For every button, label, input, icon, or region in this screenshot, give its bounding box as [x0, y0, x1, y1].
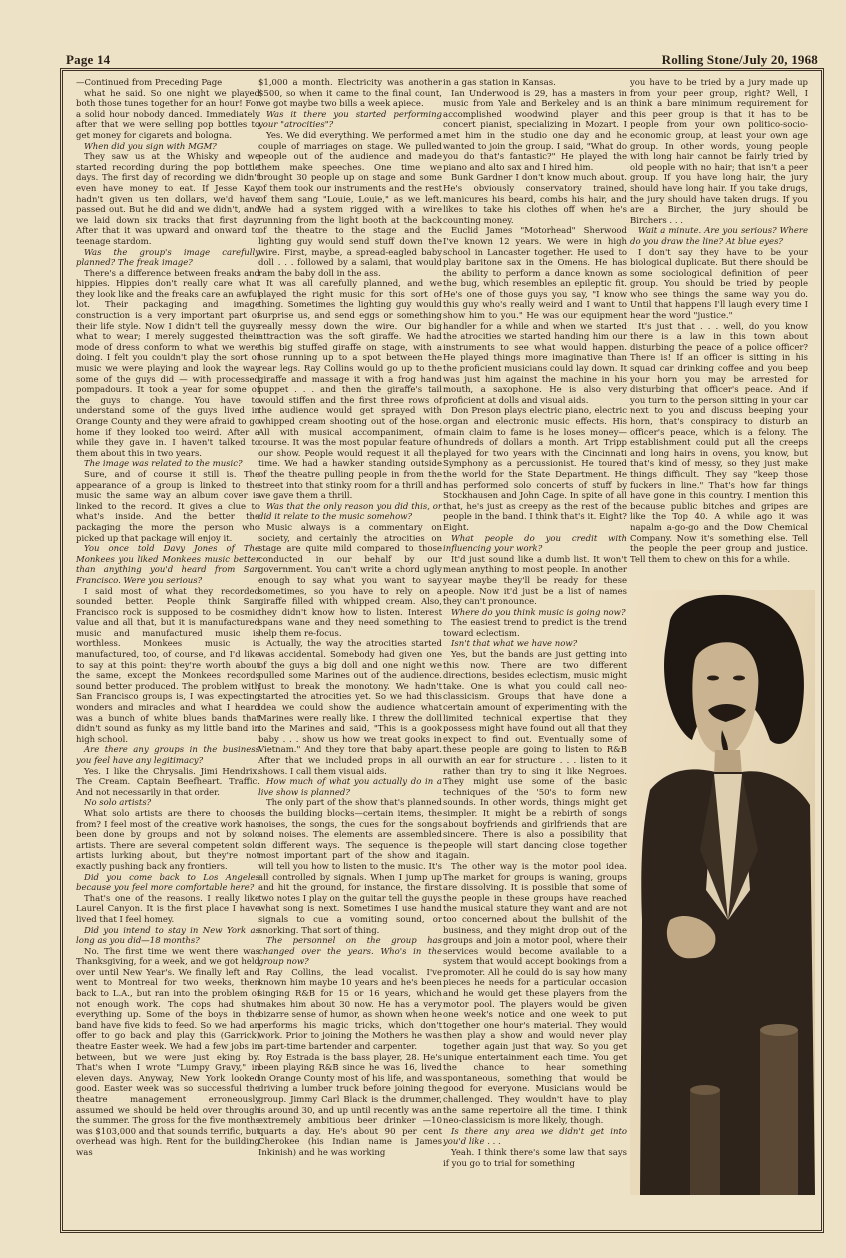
- interview-paragraph: No. The first time we went there was Thanksgiving, for a week, and we got held over until New Year's. We finally left and went to Montreal for two weeks, then back to L.A., but ran into the problem of not enough work. The cops had shut everything up. Some of the boys in the band have five kids to feed. So we had an offer to go back and play this (Garrick) theatre Easter week. We had a few jobs in between, but we were just eking by. That's when I wrote "Lumpy Gravy," in eleven days. Anyway, New York looked good. Easter week was so successful the theatre management erroneously assumed we should be held over through the summer. The gross for the five months was $103,000 and that sounds terrific, but overhead was high. Rent for the building was: [76, 946, 260, 1158]
- interview-question: Was the group's image carefully planned? The freak image?: [76, 247, 260, 269]
- page-header: [66, 50, 818, 68]
- interview-paragraph: Bunk Gardner I don't know much about. He's obviously conservatory trained, manicures his beard, combs his hair, and likes to take his clothes off when he's counting money.: [443, 173, 627, 226]
- article-column-4: [630, 78, 808, 593]
- interview-question: No solo artists?: [84, 798, 152, 809]
- interview-paragraph: I don't say they have to be your biological duplicate. But there should be some sociological definition of peer group. You should be tried by people who see things the same way you do. Until that happens I'll laugh every time I hear the word "justice.": [630, 247, 808, 322]
- portrait-illustration: [630, 590, 815, 1195]
- interview-paragraph: Yeah. I think there's some law that says if you go to trial for something: [443, 1147, 627, 1169]
- interview-paragraph: Yes. We did everything. We performed a couple of marriages on stage. We pulled people out of the audience and made them make speeches. One time we brought 30 people up on stage and some of them took our instruments and the rest of them sang "Louie, Louie," as we left. We had a system rigged with a wire running from the light booth at the back of the theatre to the stage and the lighting guy would send stuff down the wire. First, maybe, a spread-eagled baby doll . . . followed by a salami, that would ram the baby doll in the ass.: [258, 130, 442, 279]
- article-column-2: [258, 78, 442, 1223]
- interview-paragraph: It'd just sound like a dumb list. It won't mean anything to most people. In another year maybe they'll be ready for these people. Now it'd just be a list of names they can't pronounce.: [443, 554, 627, 608]
- portrait-photo: [630, 590, 815, 1195]
- interview-question: Isn't that what we have now?: [451, 639, 578, 650]
- interview-paragraph: There's a difference between freaks and hippies. Hippies don't really care what they look like and the freaks care an awful lot. Their packaging and image construction is a very important part of their life style. Now I didn't tell the guys what to wear; I merely suggested their mode of dress conform to what we were doing. I felt you couldn't play the sort of music we were playing and look the way some of the guys did — with processed pompadours. It took a year for some of the guys to change. You have to understand some of the guys lived in Orange County and they were afraid to go home if they looked too weird. After a while they gave in. I haven't talked to them about this in two years.: [76, 268, 260, 459]
- interview-paragraph: what he said. So one night we played both those tunes together for an hour! For a solid hour nobody danced. Immediately after that we were selling pop bottles to get money for cigarets and bologna.: [76, 88, 260, 141]
- interview-paragraph: That's one of the reasons. I really like Laurel Canyon. It is the first place I have lived that I feel homey.: [76, 893, 260, 925]
- page-number: Page 14: [66, 52, 111, 67]
- interview-question: You once told Davy Jones of The Monkees you liked Monkees music better than anything you'd heard from San Francisco. Were you serious?: [76, 544, 260, 586]
- interview-question: When did you sign with MGM?: [84, 141, 217, 152]
- interview-paragraph: It was all carefully planned, and we played the right music for this sort of thing. Sometimes the lighting guy would surprise us, and send eggs or something really messy down the wire. Our big attraction was the soft giraffe. We had this big stuffed giraffe on stage, with a hose running up to a spot between the rear legs. Ray Collins would go up to the giraffe and massage it with a frog hand puppet . . . and then the giraffe's tail would stiffen and the first three rows of the audience would get sprayed with whipped cream shooting out of the hose. All with musical accompaniment, of course. It was the most popular feature of our show. People would request it all the time. We had a hawker standing outside of the theatre pulling people in from the street into that stinky room for a thrill and we gave them a thrill.: [258, 279, 442, 502]
- interview-paragraph: The only part of the show that's planned is the building blocks—certain items, the noises, the songs, the cues for the songs and noises. The elements are assembled in different ways. The sequence is the most important part of the show and it will tell you how to listen to the music. It's all controlled by signals. When I jump up and hit the ground, for instance, the first two notes I play on the guitar tell the guys what song is next. Sometimes I use hand signals to cue a vomiting sound, or snorking. That sort of thing.: [258, 798, 442, 936]
- interview-paragraph: Ray Collins, the lead vocalist. I've known him maybe 10 years and he's been singing R&B for 15 or 16 years, which makes him about 30 now. He has a very bizarre sense of humor, as shown when he performs his magic tricks, which don't work. Prior to joining the Mothers he was a part-time bartender and carpenter.: [258, 967, 442, 1053]
- interview-paragraph: Don Preson plays electric piano, electric organ and electronic music effects. His main claim to fame is he loses money—hundreds of dollars a month. Art Tripp played for two years with the Cincinnati Symphony as a percussionist. He toured the world for the State Department. He has performed solo concerts of stuff by Stockhausen and John Cage. In spite of all that, he's just as creepy as the rest of the people in the band. I think that's it. Eight? Eight.: [443, 406, 627, 533]
- interview-paragraph: Euclid James "Motorhead" Sherwood I've known 12 years. We were in high school in Lancaster together. He used to play baritone sax in the Omens. He has the ability to perform a dance known as the bug, which resembles an epileptic fit. He's one of those guys you say, "I know this guy who's really weird and I want to show him to you." He was our equipment handler for a while and when we started the atrocities we started handing him our instruments to see what would happen. He played things more imaginative than the proficient musicians could lay down. It was just him against the machine in his mouth, a saxophone. He is also very proficient at dolls and visual aids.: [443, 226, 627, 406]
- interview-paragraph: Ian Underwood is 29, has a masters in music from Yale and Berkeley and is an accomplished woodwind player and concert pianist, specializing in Mozart. I met him in the studio one day and he wanted to join the group. I said, "What do you do that's fantastic?" He played the piano and alto sax and I hired him.: [443, 88, 627, 173]
- interview-paragraph: in a gas station in Kansas.: [443, 78, 556, 88]
- interview-paragraph: Sure, and of course it still is. The appearance of a group is linked to the music the same way an album cover is linked to the record. It gives a clue to what's inside. And the better the packaging the more the person who picked up that package will enjoy it.: [76, 469, 260, 544]
- interview-paragraph: $1,000 a month. Electricity was another $500, so when it came to the final count, we got maybe two bills a week apiece.: [258, 78, 442, 110]
- article-column-1: [76, 78, 260, 1223]
- interview-question: Is there any area we didn't get into you'd like . . .: [443, 1126, 627, 1148]
- interview-paragraph: I said most of what they recorded sounded better. People think San Francisco rock is supposed to be cosmic value and all that, but it is manufactured music and manufactured music is worthless. Monkees music is manufactured, too, of course, and I'd like to say at this point: they're worth about the same, except the Monkees records sound better produced. The problem with San Francisco groups is, I was expecting wonders and miracles and what I heard was a bunch of white blues bands that didn't sound as funky as my little band in high school.: [76, 586, 260, 745]
- interview-question: Was that the only reason you did this, or did it relate to the music somehow?: [258, 501, 442, 523]
- interview-paragraph: you have to be tried by a jury made up from your peer group, right? Well, I think a bare minimum requirement for this peer group is that it has to be people from your own politico-socio-economic group, at least your own age group. In other words, young people with long hair cannot be fairly tried by old people with no hair; that isn't a peer group. If you have long hair, the jury should have long hair. If you take drugs, the jury should have taken drugs. If you are a Bircher, the jury should be Birchers . . .: [630, 78, 808, 226]
- article-column-3: [443, 78, 627, 1223]
- interview-paragraph: Yes. I like the Chrysalis. Jimi Hendrix. The Cream. Captain Beefheart. Traffic. And not necessarily in that order.: [76, 766, 260, 798]
- interview-question: How much of what you actually do in a live show is planned?: [258, 777, 442, 798]
- interview-question: The image was related to the music?: [84, 459, 243, 470]
- interview-paragraph: Roy Estrada is the bass player, 28. He's been playing R&B since he was 16, lived in Orange County most of his life, and was driving a lumber truck before joining the group. Jimmy Carl Black is the drummer, is around 30, and up until recently was an extremely ambitious beer drinker —10 quarts a day. He's about 90 per cent Cherokee (his Indian name is James Inkinish) and he was working: [258, 1052, 442, 1158]
- masthead-date: Rolling Stone/July 20, 1968: [661, 52, 818, 67]
- interview-paragraph: It's just that . . . well, do you know there is a law in this town about disturbing the peace of a police officer? There is! If an officer is sitting in his squad car drinking coffee and you beep your horn you may be arrested for disturbing that officer's peace. And if you turn to the person sitting in your car next to you and discuss beeping your horn, that's conspiracy to disturb an officer's peace, which is a felony. The establishment could put all the creeps and long hairs in ovens, you know, but that's kind of messy, so they just make things difficult. They say "keep those fuckers in line." That's how far things have gone in this country. I mention this because public bitches and gripes are like the Top 40. A while ago it was napalm a-go-go and the Dow Chemical Company. Now it's something else. Tell the people the peer group and justice. Tell them to chew on this for a while.: [630, 321, 808, 565]
- interview-paragraph: The other way is the motor pool idea. The market for groups is waning, groups are dissolving. It is possible that some of the people in these groups have reached the musical stature they want and are not too concerned about the bullshit of the business, and they might drop out of the groups and join a motor pool, where their services would become available to a system that would accept bookings from a promoter. All he could do is say how many pieces he needs for a particular occasion and he would get these players from the motor pool. The players would be given one week's notice and one week to put together one hour's material. They would then play a show and would never play together again just that way. So you get unique entertainment each time. You get the chance to hear something spontaneous, something that would be good for everyone. Musicians would be challenged. They wouldn't have to play the same repertoire all the time. I think neo-classicism is more likely, though.: [443, 861, 627, 1127]
- interview-question: What people do you credit with influencing your work?: [443, 533, 627, 555]
- interview-question: Where do you think music is going now?: [451, 607, 626, 618]
- interview-question: Was it there you started performing your "atrocities"?: [258, 109, 442, 131]
- interview-question: Did you come back to Los Angeles because you feel more comfortable here?: [76, 872, 260, 894]
- interview-paragraph: Yes, but the bands are just getting into this now. There are two different directions, besides eclectism, music might take. One is what you could call neo-classicism. Groups that have done a certain amount of experimenting with the limited technical expertise that they possess might have found out all that they expect to find out. Eventually some of these people are going to listen to R&B with an ear for structure . . . listen to it rather than try to sing it like Negroes. They might use some of the basic techniques of the '50's to form new sounds. In other words, things might get simpler. It might be a rebirth of songs about boyfriends and girlfriends that are sincere. There is also a possibility that people will start dancing close together again.: [443, 650, 627, 862]
- interview-paragraph: Music always is a commentary on society, and certainly the atrocities on stage are quite mild compared to those conducted in our behalf by our government. You can't write a chord ugly enough to say what you want to say sometimes, so you have to rely on a giraffe filled with whipped cream. Also, they didn't know how to listen. Interest spans wane and they need something to help them re-focus.: [258, 522, 442, 639]
- interview-question: Did you intend to stay in New York as long as you did—18 months?: [76, 925, 260, 947]
- interview-question: Are there any groups in the business you feel have any legitimacy?: [76, 745, 260, 766]
- interview-paragraph: Actually, the way the atrocities started was accidental. Somebody had given one of the guys a big doll and one night we pulled some Marines out of the audience. Just to break the monotony. We hadn't started the atrocities yet. So we had this idea we could show the audience what Marines were really like. I threw the doll to the Marines and said, "This is a gook baby . . . show us how we treat gooks in Vietnam." And they tore that baby apart. After that we included props in all our shows. I call them visual aids.: [258, 639, 442, 777]
- interview-paragraph: The easiest trend to predict is the trend toward eclectism.: [443, 618, 627, 639]
- interview-paragraph: What solo artists are there to choose from? I feel most of the creative work has been done by groups and not by solo artists. There are several competent solo artists lurking about, but they're not exactly pushing back any frontiers.: [76, 808, 260, 872]
- interview-question: The personnel on the group has changed over the years. Who's in the group now?: [258, 936, 442, 968]
- interview-question: Wait a minute. Are you serious? Where do you draw the line? At blue eyes?: [630, 226, 808, 247]
- interview-paragraph: —Continued from Preceding Page: [76, 78, 223, 88]
- interview-paragraph: They saw us at the Whisky and we started recording during the pop bottle days. The first day of recording we didn't even have money to eat. If Jesse Kay hadn't given us ten dollars, we'd have passed out. But he did and we didn't, and we laid down six tracks that first day. After that it was upward and onward to teenage stardom.: [76, 152, 260, 247]
